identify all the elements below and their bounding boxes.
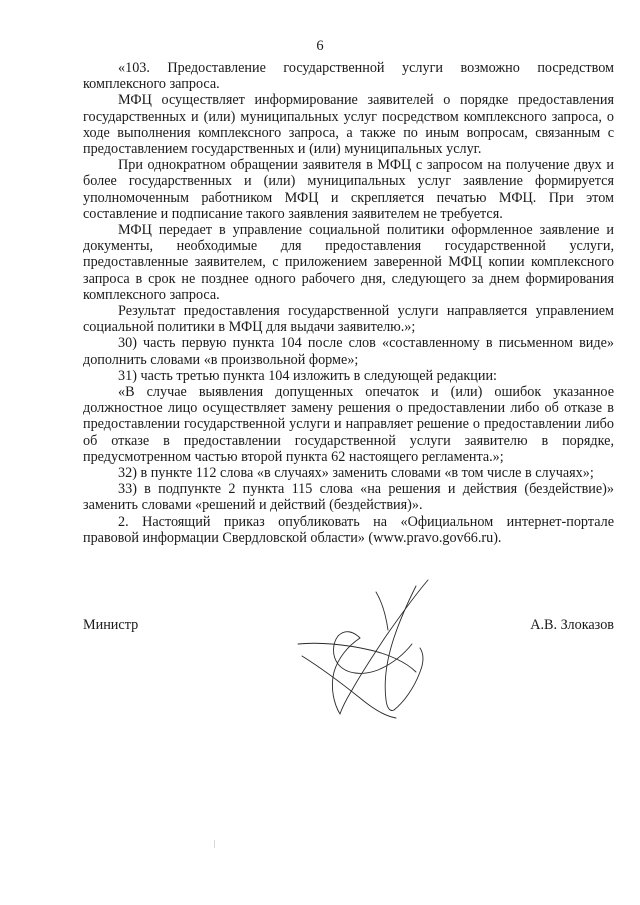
handwritten-signature [288,572,448,732]
paragraph-mfc-informing: МФЦ осуществляет информирование заявителей о порядке предоставления государственных и (или) муниципальных услуг посредством комплексного запроса, о ходе выполнения комплексного запроса, а также по иным вопросам, связанным с предоставлением государственных и (или) муниципальных услуг. [83,92,614,158]
signatory-position: Министр [83,617,139,633]
paragraph-result: Результат предоставления государственной услуги направляется управлением социальной политики в МФЦ для выдачи заявителю.»; [83,303,614,336]
amendment-30: 30) часть первую пункта 104 после слов «составленному в письменном виде» дополнить словами «в произвольной форме»; [83,335,614,368]
signatory-name: А.В. Злоказов [530,617,614,633]
amendment-33: 33) в подпункте 2 пункта 115 слова «на решения и действия (бездействие)» заменить словами «решений и действий (бездействия)». [83,481,614,514]
amendment-31: 31) часть третью пункта 104 изложить в следующей редакции: [118,367,497,384]
amendment-31-text: «В случае выявления допущенных опечаток и (или) ошибок указанное должностное лицо осуществляет замену решения о предоставлении либо об отказе в предоставлении государственной услуги и направляет решение о предоставлении либо об отказе в предоставлении государственной услуги заявителю в порядке, предусмотренном частью второй пункта 62 настоящего регламента.»; [83,384,614,465]
paragraph-mfc-transfer: МФЦ передает в управление социальной политики оформленное заявление и документы, необходимые для предоставления государственной услуги, предоставленные заявителем, с приложением заверенной МФЦ копии комплексного запроса в срок не позднее одного рабочего дня, следующего за днем формирования комплексного запроса. [83,222,614,303]
document-body [83,60,614,546]
page-number: 6 [316,38,324,54]
publication-clause: 2. Настоящий приказ опубликовать на «Официальном интернет-портале правовой информации Свердловской области» (www.pravo.gov66.ru). [83,513,614,546]
paragraph-single-request: При однократном обращении заявителя в МФЦ с запросом на получение двух и более государственных и (или) муниципальных услуг заявление формируется уполномоченным работником МФЦ и скрепляется печатью МФЦ. При этом составление и подписание такого заявления заявителем не требуется. [83,157,614,222]
paragraph-103: «103. Предоставление государственной услуги возможно посредством комплексного запроса. [83,60,614,93]
amendment-32: 32) в пункте 112 слова «в случаях» заменить словами «в том числе в случаях»; [118,465,594,482]
scan-artifact [214,840,215,848]
